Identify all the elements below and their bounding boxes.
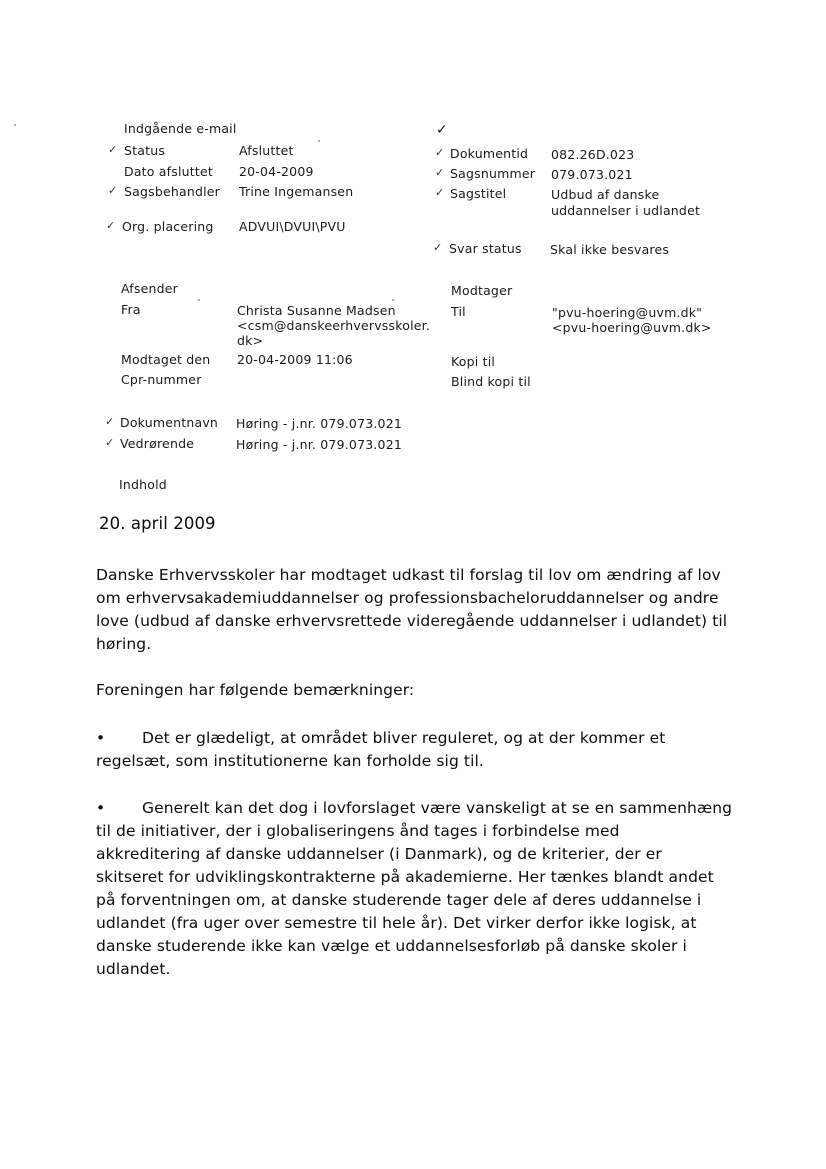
scan-speck — [392, 299, 394, 301]
cc-label: Kopi til — [451, 354, 496, 369]
reply-status-label: Svar status — [449, 241, 522, 256]
case-title-value-line2: uddannelser i udlandet — [551, 203, 701, 218]
bullet-item-line: danske studerende ikke kan vælge et uddannelsesforløb på danske skoler i — [96, 937, 687, 955]
cpr-label: Cpr-nummer — [121, 372, 202, 387]
bullet-item-line: akkreditering af danske uddannelser (i Danmark), og de kriterier, der er — [96, 845, 662, 863]
paragraph-intro-line: om erhvervsakademiuddannelser og professionsbacheloruddannelser og andre — [96, 589, 719, 607]
org-placement-check-icon: ✓ — [106, 219, 116, 232]
case-title-value-line1: Udbud af danske — [551, 187, 660, 202]
recipient-heading: Modtager — [451, 283, 513, 298]
bullet-icon: • — [96, 799, 106, 817]
from-value-line1: Christa Susanne Madsen — [237, 303, 396, 318]
case-number-check-icon: ✓ — [435, 166, 445, 179]
caseworker-value: Trine Ingemansen — [239, 184, 354, 199]
from-value-line3: dk> — [237, 333, 264, 348]
case-title-label: Sagstitel — [450, 186, 507, 201]
date-closed-value: 20-04-2009 — [239, 164, 314, 179]
org-placement-label: Org. placering — [122, 219, 214, 234]
bullet-item-line: udlandet. — [96, 960, 171, 978]
email-type-check-icon: ✓ — [436, 122, 448, 138]
org-placement-value: ADVUI\DVUI\PVU — [239, 219, 346, 234]
status-value: Afsluttet — [239, 143, 294, 158]
from-label: Fra — [121, 302, 141, 317]
bullet-item-2 — [96, 797, 736, 981]
status-label: Status — [124, 143, 166, 158]
to-value-line1: "pvu-hoering@uvm.dk" — [552, 305, 703, 320]
document-name-value: Høring - j.nr. 079.073.021 — [236, 416, 403, 431]
document-id-label: Dokumentid — [450, 146, 529, 161]
content-label: Indhold — [119, 477, 167, 492]
paragraph-intro-line: høring. — [96, 635, 152, 653]
document-id-value: 082.26D.023 — [551, 147, 635, 162]
bcc-label: Blind kopi til — [451, 374, 531, 389]
scan-speck — [198, 299, 200, 301]
reply-status-value: Skal ikke besvares — [550, 242, 670, 257]
bullet-item-line: på forventningen om, at danske studerende tager dele af deres uddannelse i — [96, 891, 702, 909]
bullet-item-1 — [96, 727, 736, 773]
received-value: 20-04-2009 11:06 — [237, 352, 353, 367]
to-value-line2: <pvu-hoering@uvm.dk> — [552, 320, 712, 335]
bullet-item-line: Generelt kan det dog i lovforslaget være vanskeligt at se en sammenhæng — [142, 799, 733, 817]
case-title-check-icon: ✓ — [435, 186, 445, 199]
bullet-item-line: udlandet (fra uger over semestre til hele år). Det virker derfor ikke logisk, at — [96, 914, 697, 932]
paragraph-remarks-line: Foreningen har følgende bemærkninger: — [96, 681, 415, 699]
document-id-check-icon: ✓ — [435, 146, 445, 159]
to-label: Til — [451, 304, 466, 319]
sender-heading: Afsender — [121, 281, 178, 296]
email-type-label: Indgående e-mail — [124, 121, 237, 136]
bullet-item-line: Det er glædeligt, at området bliver reguleret, og at der kommer et — [142, 729, 666, 747]
paragraph-remarks — [96, 679, 736, 702]
document-name-label: Dokumentnavn — [120, 415, 219, 430]
regarding-label: Vedrørende — [120, 436, 195, 451]
case-number-value: 079.073.021 — [551, 167, 633, 182]
scan-speck — [14, 124, 16, 126]
regarding-value: Høring - j.nr. 079.073.021 — [236, 437, 403, 452]
bullet-item-line: skitseret for udviklingskontrakterne på akademierne. Her tænkes blandt andet — [96, 868, 714, 886]
reply-status-check-icon: ✓ — [433, 241, 443, 254]
bullet-icon: • — [96, 729, 106, 747]
regarding-check-icon: ✓ — [105, 436, 115, 449]
bullet-item-line: til de initiativer, der i globaliseringens ånd tages i forbindelse med — [96, 822, 620, 840]
from-value-line2: <csm@danskeerhvervsskoler. — [237, 318, 430, 333]
letter-date: 20. april 2009 — [99, 514, 216, 533]
paragraph-intro-line: Danske Erhvervsskoler har modtaget udkast til forslag til lov om ændring af lov — [96, 566, 721, 584]
date-closed-label: Dato afsluttet — [124, 164, 213, 179]
case-number-label: Sagsnummer — [450, 166, 536, 181]
status-check-icon: ✓ — [108, 143, 118, 156]
document-name-check-icon: ✓ — [105, 415, 115, 428]
paragraph-intro — [96, 564, 736, 656]
scan-speck — [318, 140, 320, 142]
bullet-item-line: regelsæt, som institutionerne kan forholde sig til. — [96, 752, 484, 770]
received-label: Modtaget den — [121, 352, 211, 367]
caseworker-label: Sagsbehandler — [124, 184, 221, 199]
caseworker-check-icon: ✓ — [108, 184, 118, 197]
paragraph-intro-line: love (udbud af danske erhvervsrettede videregående uddannelser i udlandet) til — [96, 612, 728, 630]
